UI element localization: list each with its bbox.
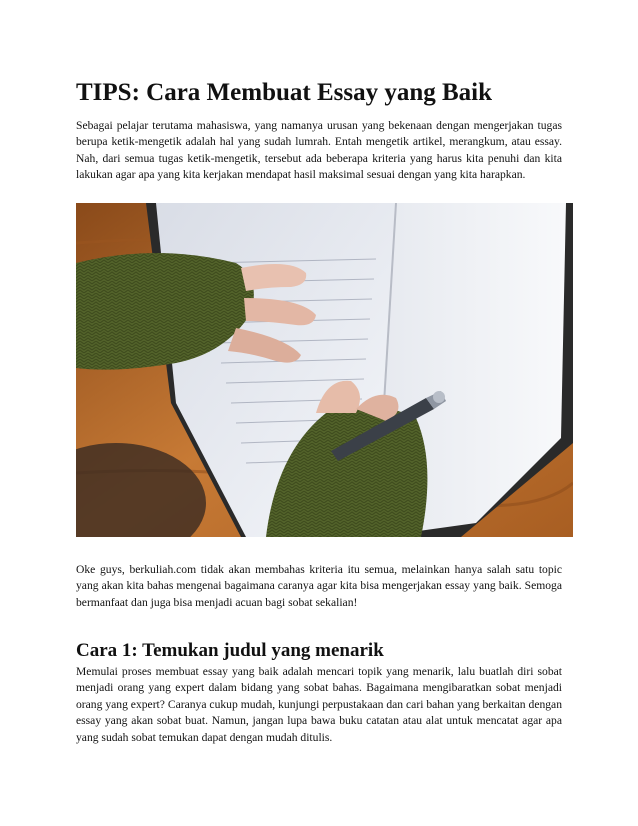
hands-writing-photo	[76, 203, 573, 537]
section-paragraph: Memulai proses membuat essay yang baik adalah mencari topik yang menarik, lalu buatlah diri sobat menjadi orang yang expert dalam bidang yang sobat bahas. Bagaimana mengibaratkan sobat menjadi orang yang expert? Caranya cukup mudah, kunjungi perpustakaan dan cari bahan yang berkaitan dengan essay yang akan sobat buat. Namun, jangan lupa bawa buku catatan atau alat untuk mencatat agar apa yang sudah sobat temukan dapat dengan mudah ditulis.	[76, 665, 562, 744]
post-image-paragraph: Oke guys, berkuliah.com tidak akan membahas kriteria itu semua, melainkan hanya salah satu topic yang akan kita bahas mengenai bagaimana caranya agar kita bisa mengerjakan essay yang baik. Semoga bermanfaat dan juga bisa menjadi acuan bagi sobat sekalian!	[76, 563, 562, 609]
photo-illustration	[76, 203, 573, 537]
intro-paragraph: Sebagai pelajar terutama mahasiswa, yang namanya urusan yang bekenaan dengan mengerjakan tugas berupa ketik-mengetik adalah hal yang sudah lumrah. Entah mengetik artikel, merangkum, atau essay. Nah, dari semua tugas ketik-mengetik, tersebut ada beberapa kriteria yang harus kita penuhi dan kita lakukan agar apa yang kita kerjakan mendapat hasil maksimal sesuai dengan yang kita harapkan.	[76, 119, 562, 182]
section-heading: Cara 1: Temukan judul yang menarik	[76, 640, 384, 661]
page-title: TIPS: Cara Membuat Essay yang Baik	[76, 79, 493, 106]
